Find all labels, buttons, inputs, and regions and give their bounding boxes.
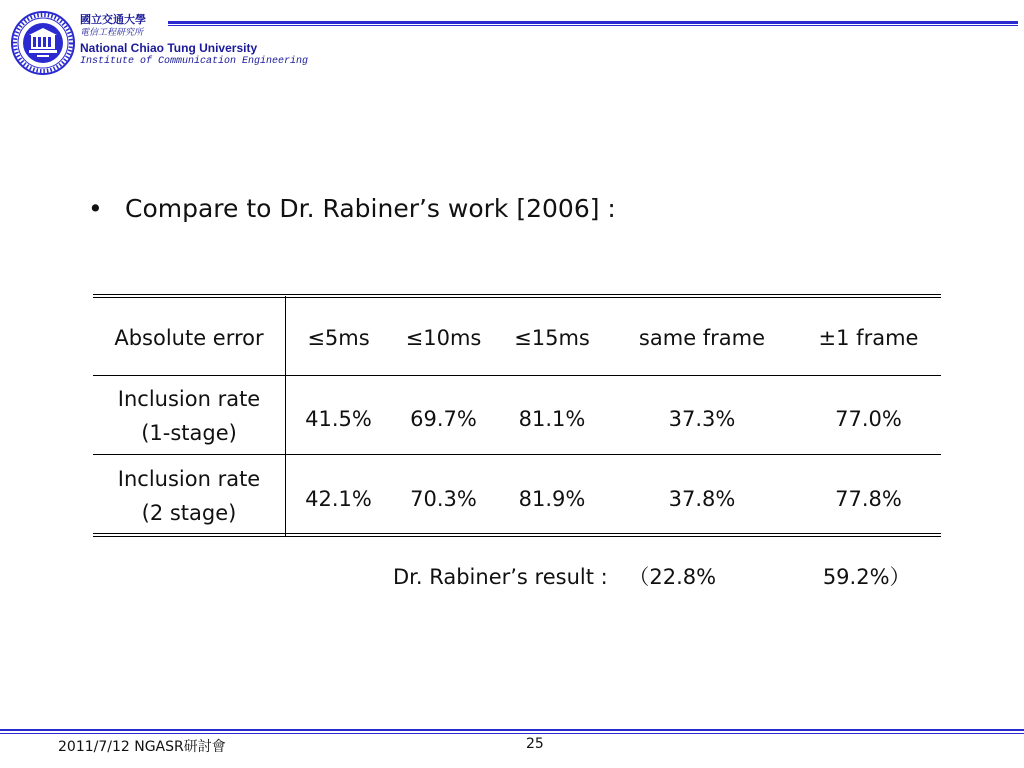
table-bottom-rule-2 [93, 536, 941, 537]
column-header: Absolute error [114, 326, 264, 350]
table-cell: 37.8% [668, 487, 736, 511]
institute-name-zh: 電信工程研究所 [80, 28, 144, 38]
university-name-zh: 國立交通大學 [80, 13, 146, 26]
table-cell: 42.1% [305, 487, 372, 511]
bullet-point [88, 194, 616, 223]
table-top-rule [93, 294, 941, 295]
footer-date-event: 2011/7/12 NGASR研討會 [58, 739, 226, 755]
bullet-text: Compare to Dr. Rabiner’s work [2006] : [125, 194, 616, 223]
bullet-symbol: • [88, 194, 103, 223]
table-cell: 81.1% [518, 407, 586, 431]
table-cell: 70.3% [410, 487, 477, 511]
table-cell: 77.0% [835, 407, 902, 431]
row-rule [93, 454, 941, 455]
footer-divider [0, 729, 1024, 731]
table-cell: 69.7% [410, 407, 477, 431]
page-number: 25 [526, 736, 544, 752]
table-cell: 77.8% [835, 487, 902, 511]
note-value-plus-minus-frame: 59.2% [822, 565, 890, 589]
header-divider-thin [168, 25, 1018, 26]
university-name-en: National Chiao Tung University [80, 41, 258, 55]
note-open-paren: （ [628, 565, 650, 589]
note-label: Dr. Rabiner’s result : [393, 565, 608, 589]
row-label: Inclusion rate [117, 467, 261, 491]
footer-divider-thin [0, 733, 1024, 734]
header-divider [168, 21, 1018, 24]
column-header: ≤5ms [307, 326, 370, 350]
table-top-rule-2 [93, 297, 941, 298]
header-rule [93, 375, 941, 376]
nctu-seal-icon [11, 11, 75, 75]
column-header: ±1 frame [818, 326, 919, 350]
row-label-sub: (1-stage) [141, 421, 237, 445]
note-value-same-frame: 22.8% [649, 565, 717, 589]
note-close-paren: ） [889, 565, 911, 589]
row-label: Inclusion rate [117, 387, 261, 411]
rabiner-result-note [393, 560, 911, 594]
institute-name-en: Institute of Communication Engineering [80, 56, 309, 67]
table-cell: 81.9% [518, 487, 586, 511]
column-header: ≤10ms [405, 326, 482, 350]
column-header: ≤15ms [514, 326, 590, 350]
column-header: same frame [638, 326, 766, 350]
table-cell: 41.5% [305, 407, 372, 431]
results-table [93, 294, 941, 537]
table-bottom-rule [93, 533, 941, 534]
table-cell: 37.3% [668, 407, 736, 431]
row-label-sub: (2 stage) [141, 501, 237, 525]
